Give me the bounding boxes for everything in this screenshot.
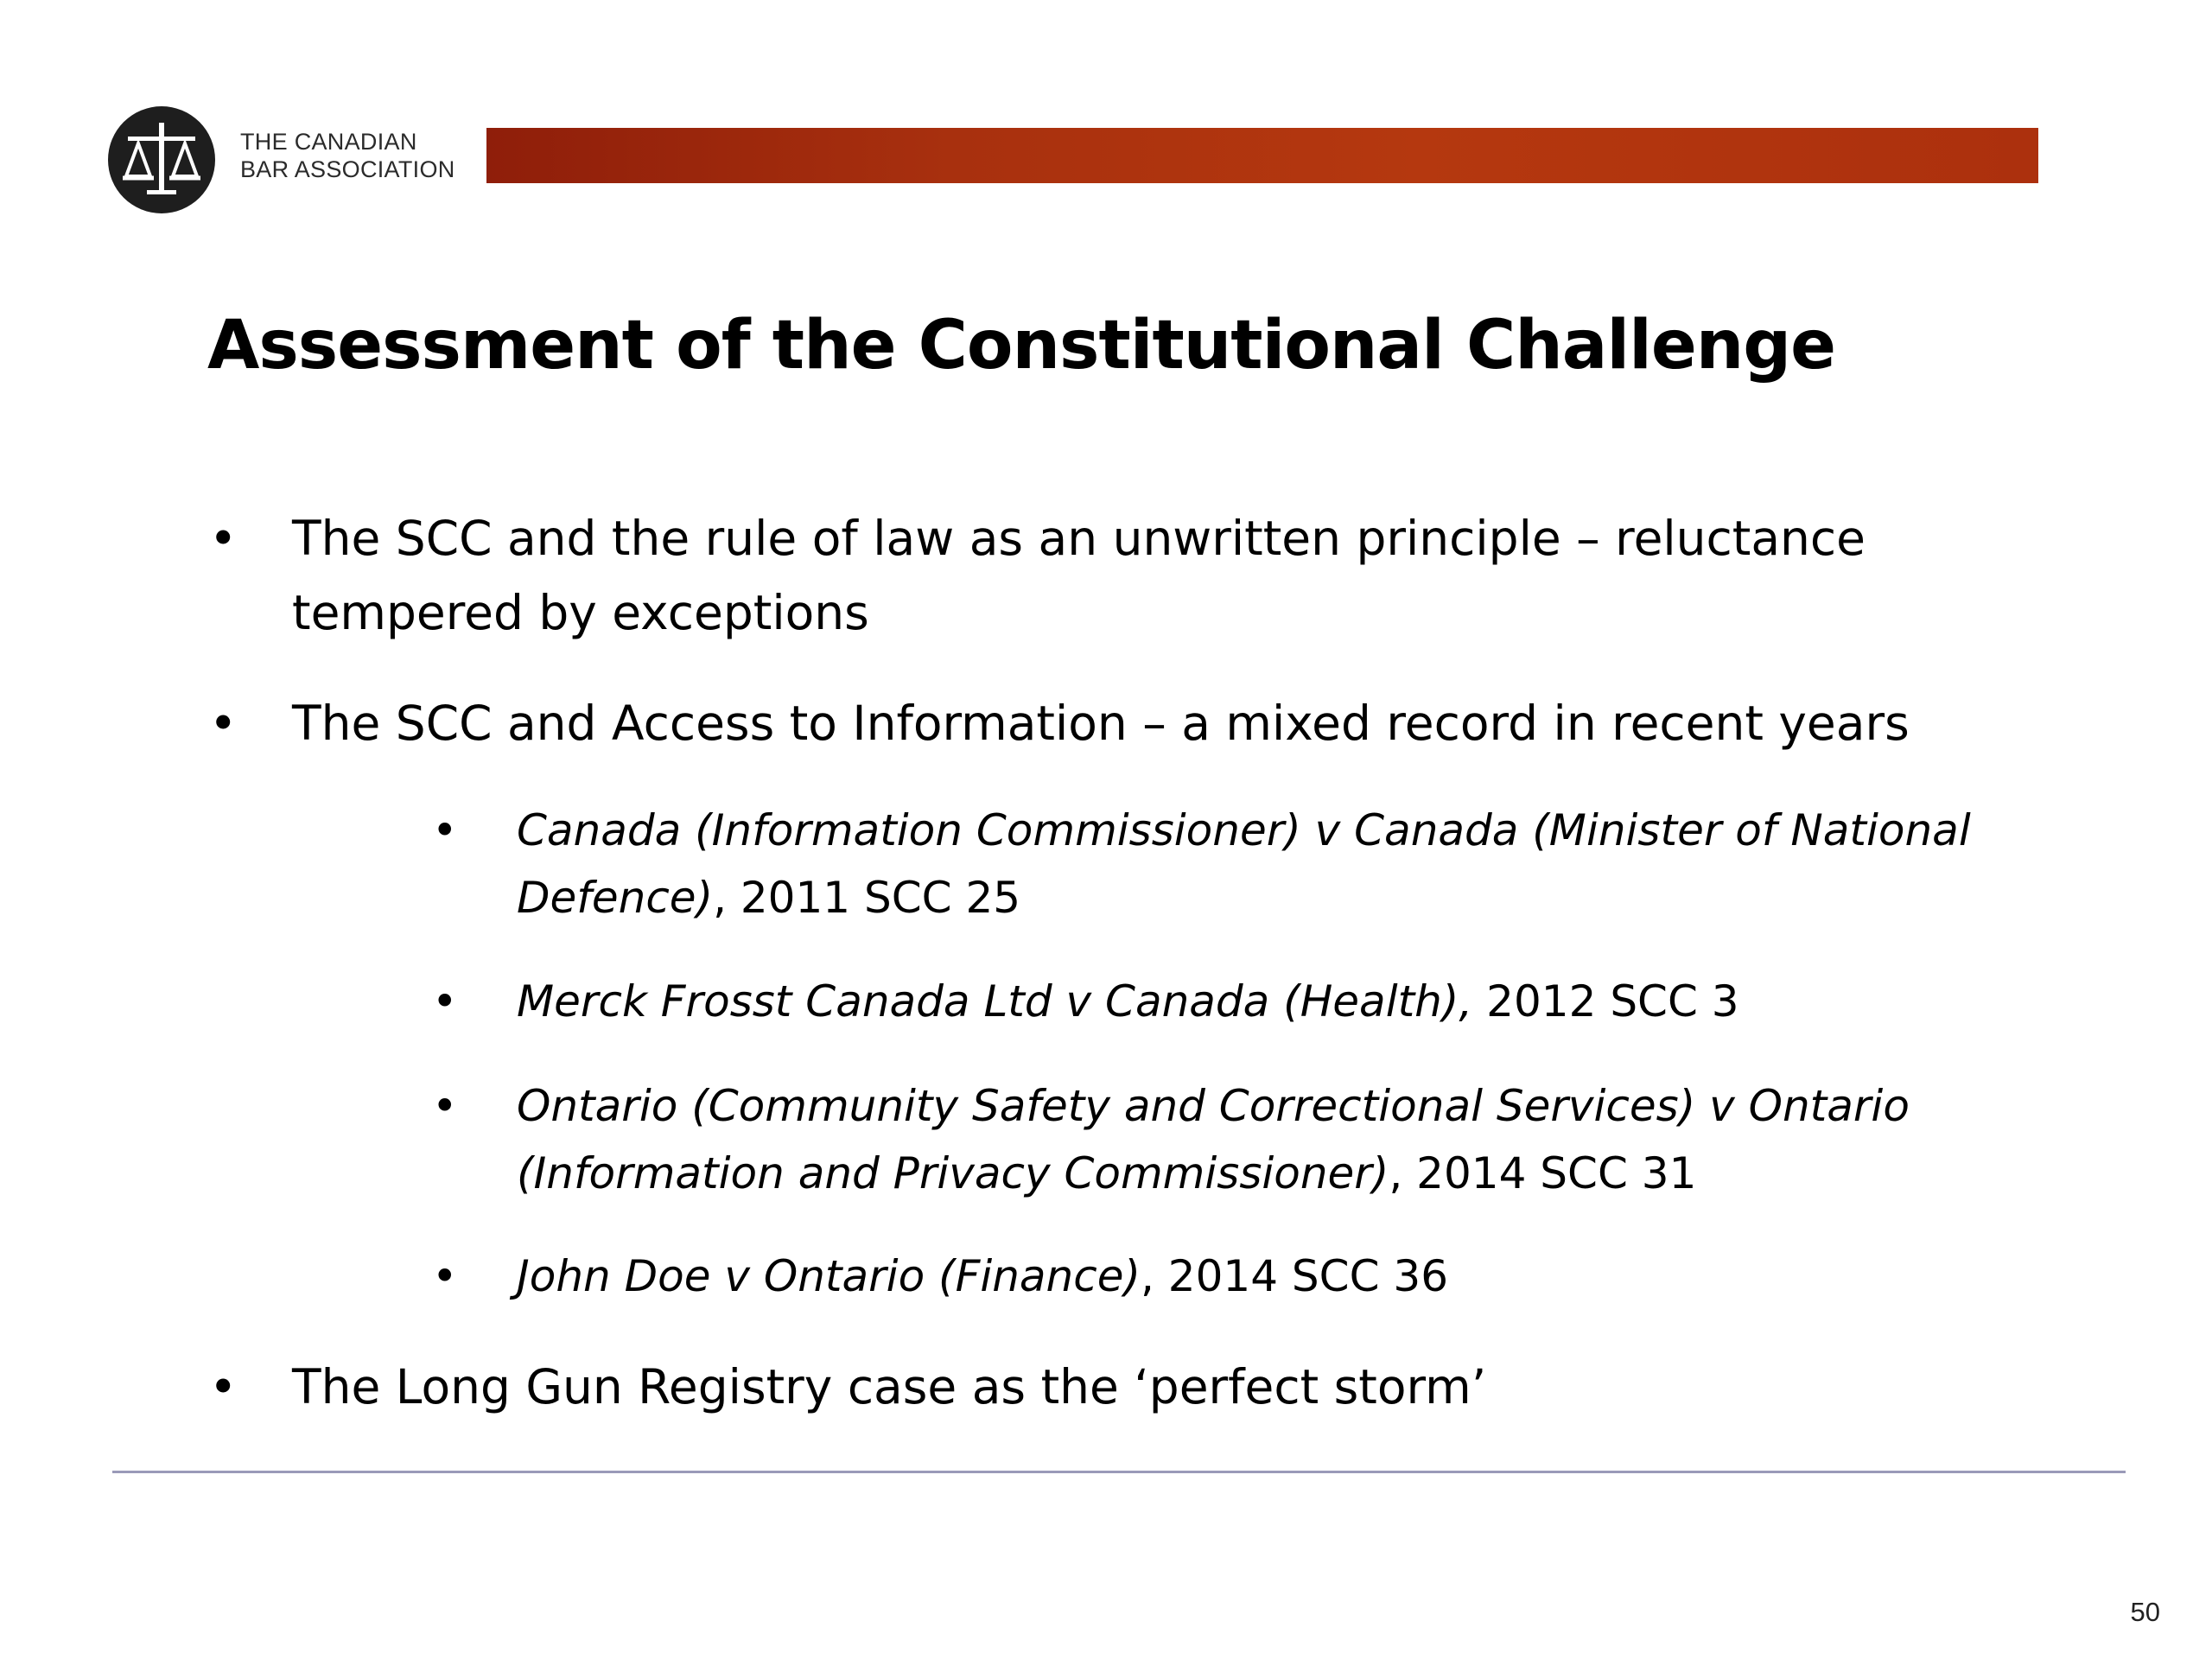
case-item-3 <box>432 1072 2037 1207</box>
footer-divider <box>112 1471 2126 1473</box>
page-number: 50 <box>2130 1597 2160 1627</box>
bullet-text: The Long Gun Registry case as the ‘perfect storm’ <box>292 1359 1487 1414</box>
bullet-item-3 <box>209 1350 2003 1424</box>
bullet-marker: • <box>209 696 238 751</box>
case-item-2 <box>432 968 2037 1035</box>
case-citation: , 2011 SCC 25 <box>713 873 1021 923</box>
scales-of-justice-icon <box>107 105 216 214</box>
bullet-marker: • <box>432 1081 458 1131</box>
organization-name <box>240 128 455 183</box>
bullet-item-1 <box>209 501 2003 650</box>
case-name: John Doe v Ontario (Finance) <box>517 1251 1141 1301</box>
bullet-marker: • <box>209 511 238 566</box>
case-name: Canada (Information Commissioner) v Canada (Minister of National Defence) <box>517 805 1971 923</box>
bullet-text: The SCC and the rule of law as an unwritten principle – reluctance tempered by exceptions <box>292 511 1866 640</box>
bullet-text: The SCC and Access to Information – a mixed record in recent years <box>292 696 1910 751</box>
case-name: Ontario (Community Safety and Correctional Services) v Ontario (Information and Privacy Commissioner) <box>517 1081 1910 1198</box>
bullet-marker: • <box>432 976 458 1027</box>
bullet-item-2 <box>209 686 2003 760</box>
case-citation: , 2014 SCC 36 <box>1141 1251 1449 1301</box>
case-citation: 2012 SCC 3 <box>1472 976 1739 1027</box>
org-name-line1: THE CANADIAN <box>240 129 417 155</box>
case-item-1 <box>432 797 2037 931</box>
slide-title: Assessment of the Constitutional Challenge <box>207 307 1836 385</box>
header-accent-bar <box>486 128 2038 183</box>
cba-logo <box>107 105 216 214</box>
case-item-4 <box>432 1243 2037 1310</box>
case-citation: , 2014 SCC 31 <box>1389 1148 1697 1198</box>
bullet-marker: • <box>209 1359 238 1414</box>
bullet-marker: • <box>432 805 458 855</box>
org-name-line2: BAR ASSOCIATION <box>240 156 455 182</box>
bullet-marker: • <box>432 1251 458 1301</box>
case-name: Merck Frosst Canada Ltd v Canada (Health), <box>517 976 1473 1027</box>
